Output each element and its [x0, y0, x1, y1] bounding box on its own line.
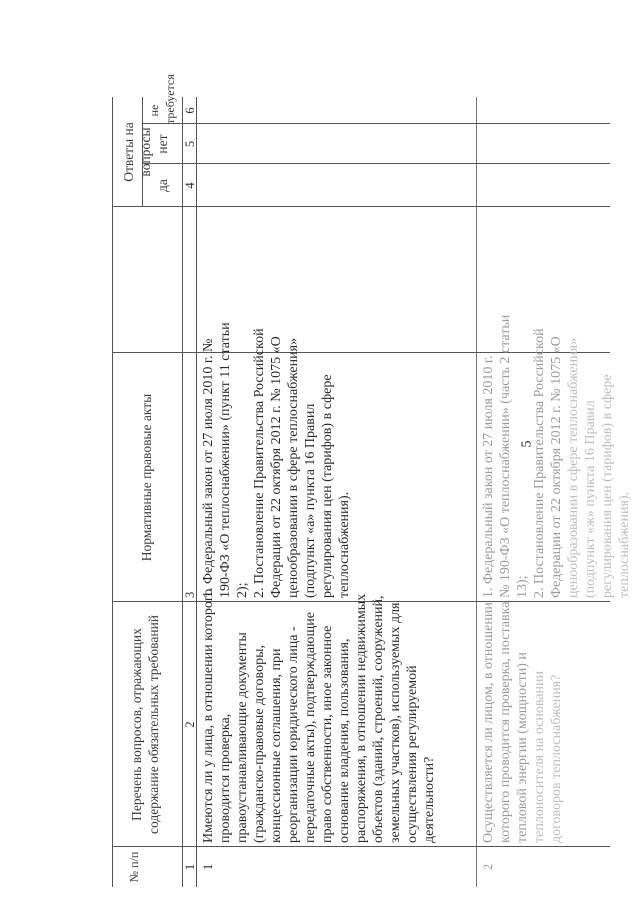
acts-line: 13);: [515, 575, 530, 598]
header-answers-group: [114, 97, 153, 207]
acts-line: Федерации от 22 октября 2012 г. № 1075 «О: [269, 336, 284, 598]
acts-line: теплоснабжения).: [337, 491, 352, 598]
acts-line: 1. Федеральный закон от 27 июля 2010 г.: [481, 355, 496, 598]
table-row-2-number: 2: [481, 863, 495, 871]
header-yes: [144, 164, 182, 207]
col-divider-5: [142, 163, 610, 164]
header-not-required-label: не требуется: [147, 74, 177, 124]
acts-line: ценообразовании в сфере теплоснабжения»: [566, 337, 581, 598]
column-number-5: 5: [183, 140, 197, 148]
page-number: 5: [519, 440, 535, 448]
question-line: концессионные соглашения, при: [269, 648, 284, 843]
column-number-row-rule: [196, 97, 197, 887]
question-line: тепловой энергии (мощности) и: [515, 652, 530, 843]
table-row-2-acts: [478, 314, 632, 602]
table-row-1-acts: [198, 322, 474, 602]
acts-line: 190-ФЗ «О теплоснабжении» (пункт 11 статьи: [218, 322, 233, 598]
question-line: (гражданско-правовые договоры,: [252, 645, 267, 843]
acts-line: ценообразовании в сфере теплоснабжения»: [286, 337, 301, 598]
header-answers-label: Ответы на вопросы: [121, 122, 153, 182]
header-no-label: нет: [155, 134, 170, 154]
question-line: право собственности, иное законное: [320, 625, 335, 843]
col-divider-6: [142, 123, 610, 124]
column-number-3: 3: [183, 591, 197, 598]
acts-line: (подпункт «ж» пункта 16 Правил: [583, 400, 598, 598]
header-number: [114, 847, 180, 887]
table-row-1-question: [198, 588, 474, 847]
row-divider: [476, 97, 477, 887]
question-line: передаточные акты), подтверждающие: [303, 612, 318, 843]
acts-line: 2);: [235, 582, 250, 598]
checklist-table: [108, 74, 632, 887]
table-row-1-number: 1: [201, 863, 215, 871]
question-line: осуществления регулируемой: [405, 665, 420, 843]
question-line: которого проводится проверка, поставка: [498, 601, 513, 843]
acts-line: регулирования цен (тарифов) в сфере: [600, 374, 615, 598]
column-number-4: 4: [183, 182, 197, 189]
column-number-2: 2: [183, 721, 197, 728]
header-no: [144, 124, 182, 164]
header-question-label: Перечень вопросов, отражающих содержание обязательных требований: [129, 614, 161, 835]
acts-line: регулирования цен (тарифов) в сфере: [320, 374, 335, 598]
acts-line: Федерации от 22 октября 2012 г. № 1075 «О: [549, 336, 564, 598]
table-row-2-question: [478, 602, 608, 847]
question-line: проводится проверка,: [218, 713, 233, 843]
question-line: основание владения, пользования,: [337, 638, 352, 843]
acts-line: 2. Постановление Правительства Российской: [252, 328, 267, 598]
question-line: Осуществляется ли лицом, в отношении: [481, 602, 496, 843]
question-line: деятельности?: [422, 756, 437, 843]
header-number-label: № п/п: [127, 851, 141, 883]
question-line: распоряжения, в отношении недвижимых: [354, 593, 369, 843]
column-number-6: 6: [183, 107, 197, 114]
column-number-1: 1: [183, 863, 197, 871]
header-question: [114, 602, 180, 847]
question-line: договоров теплоснабжения?: [549, 674, 564, 843]
question-line: земельных участков), используемых для: [388, 602, 403, 843]
header-yes-label: да: [155, 179, 170, 192]
header-not-required: [144, 74, 182, 124]
header-acts: [114, 353, 180, 602]
question-line: Имеются ли у лица, в отношении которого: [201, 588, 216, 843]
table-border-top: [112, 97, 113, 887]
acts-line: 2. Постановление Правительства Российской: [532, 328, 547, 598]
question-line: объектов (зданий, строений, сооружений,: [371, 595, 386, 843]
header-acts-label: Нормативные правовые акты: [139, 393, 154, 562]
acts-line: № 190-ФЗ «О теплоснабжении» (часть 2 статьи: [498, 314, 513, 598]
question-line: правоустанавливающие документы: [235, 632, 250, 843]
question-line: реорганизации юридического лица -: [286, 626, 301, 843]
acts-line: (подпункт «а» пункта 16 Правил: [303, 403, 318, 598]
acts-line: теплоснабжения).: [617, 491, 632, 598]
acts-line: 1. Федеральный закон от 27 июля 2010 г. №: [201, 338, 216, 598]
question-line: теплоносителя на основании: [532, 671, 547, 843]
